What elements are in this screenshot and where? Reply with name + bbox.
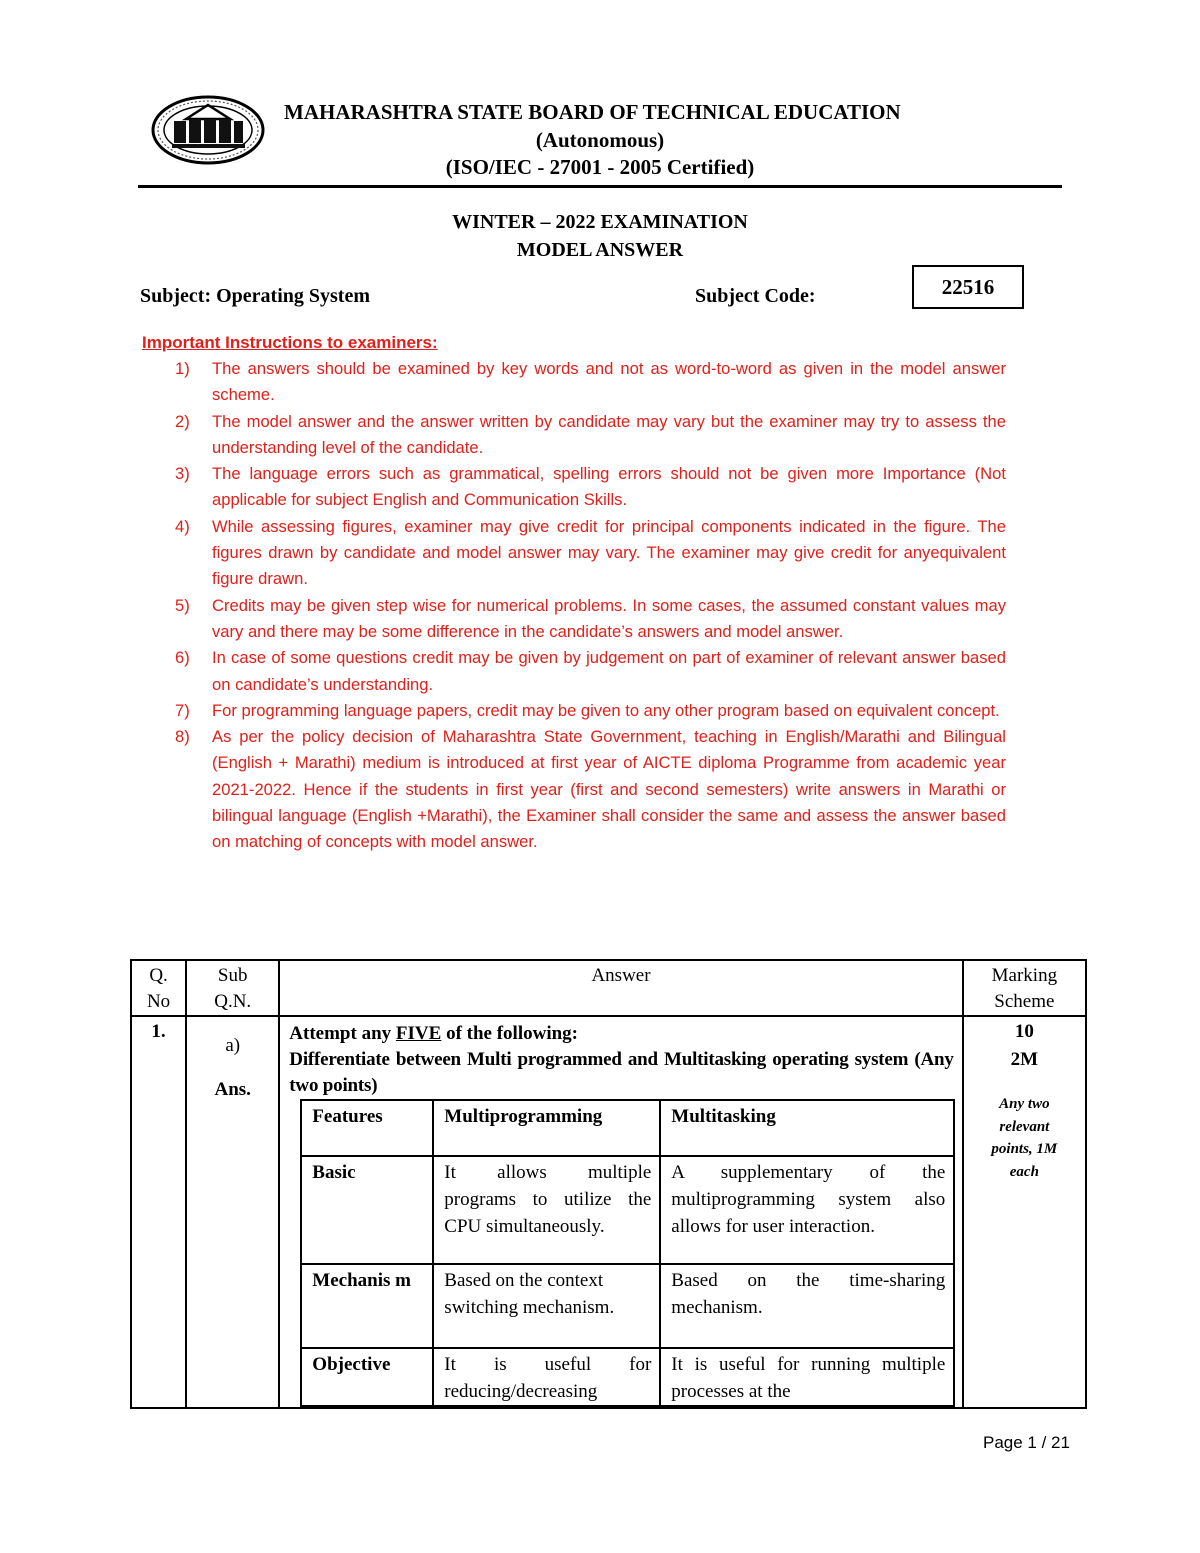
exam-type: MODEL ANSWER (516, 239, 684, 261)
comparison-table (300, 1099, 955, 1407)
multiprogramming-cell: It allows multiple programs to utilize the CPU simultaneously. (433, 1156, 660, 1264)
feature-label: Objective (301, 1348, 433, 1406)
instruction-number: 3) (175, 464, 190, 484)
instruction-item (142, 514, 1006, 593)
q-no-cell (131, 1016, 186, 1408)
instruction-text: Credits may be given step wise for numerical problems. In some cases, the assumed constant values may vary and there may be some difference in the candidate’s answers and model answer. (212, 595, 1006, 641)
instruction-text: The language errors such as grammatical, spelling errors should not be given more Importance (Not applicable for subject English and Communication Skills. (212, 464, 1006, 510)
instruction-number: 8) (175, 727, 190, 747)
board-title: MAHARASHTRA STATE BOARD OF TECHNICAL EDUCATION (284, 100, 901, 124)
instruction-number: 6) (175, 648, 190, 668)
question-marks: 2M (1010, 1049, 1039, 1070)
col-header-sub-qn: Sub Q.N. (186, 960, 279, 1016)
answer-table-header (131, 960, 1086, 1016)
instructions-heading: Important Instructions to examiners: (142, 333, 438, 352)
exam-name: WINTER – 2022 EXAMINATION (452, 211, 748, 233)
col-header-answer: Answer (279, 960, 962, 1016)
instruction-text: As per the policy decision of Maharashtra State Government, teaching in English/Marathi and Bilingual (English + Marathi) medium is introduced at first year of AICTE diploma Programme from academic year 2021-2022. Hence if the students in first year (first and second semesters) write answers in Marathi or bilingual language (English +Marathi), the Examiner shall consider the same and assess the answer based on matching of concepts with model answer. (212, 727, 1006, 852)
question-number: 1. (151, 1021, 166, 1042)
marking-cell (963, 1016, 1086, 1408)
instruction-text: The model answer and the answer written by candidate may vary but the examiner may try to assess the understanding level of the candidate. (212, 411, 1006, 457)
multitasking-cell: Based on the time-sharing mechanism. (660, 1264, 954, 1348)
instruction-text: The answers should be examined by key words and not as word-to-word as given in the model answer scheme. (212, 359, 1006, 405)
multitasking-cell: It is useful for running multiple processes at the (660, 1348, 954, 1406)
table-row (301, 1264, 954, 1348)
comparison-header-features: Features (301, 1100, 433, 1156)
feature-label: Mechanis m (301, 1264, 433, 1348)
feature-label: Basic (301, 1156, 433, 1264)
col-header-marking: Marking Scheme (963, 960, 1086, 1016)
total-marks: 10 (1014, 1021, 1034, 1042)
instruction-number: 2) (175, 411, 190, 431)
instruction-item (142, 409, 1006, 462)
instruction-item (142, 593, 1006, 646)
subject-code-box: 22516 (912, 265, 1024, 309)
subject-code-label: Subject Code: (695, 285, 816, 307)
table-row (301, 1348, 954, 1406)
instruction-item (142, 698, 1006, 724)
instruction-number: 4) (175, 516, 190, 536)
instruction-item (142, 724, 1006, 855)
answer-label: Ans. (214, 1079, 251, 1100)
multiprogramming-cell: Based on the context switching mechanism. (433, 1264, 660, 1348)
instruction-item (142, 356, 1006, 409)
instruction-number: 5) (175, 595, 190, 615)
instruction-text: For programming language papers, credit may be given to any other program based on equivalent concept. (212, 700, 1000, 720)
sub-question-label: a) (225, 1035, 241, 1056)
board-certification: (ISO/IEC - 27001 - 2005 Certified) (445, 155, 755, 179)
instruction-text: While assessing figures, examiner may give credit for principal components indicated in the figure. The figures drawn by candidate and model answer may vary. The examiner may give credit for anyequivalent figure drawn. (212, 516, 1006, 589)
answer-table (130, 959, 1087, 1409)
instruction-item (142, 645, 1006, 698)
board-autonomous: (Autonomous) (535, 128, 665, 152)
header-divider (138, 185, 1062, 188)
page-number: Page 1 / 21 (983, 1433, 1070, 1452)
col-header-q-no: Q. No (131, 960, 186, 1016)
question-text: Differentiate between Multi programmed and Multitasking operating system (Any two points) (289, 1049, 954, 1096)
sub-q-cell (186, 1016, 279, 1408)
answer-cell (279, 1016, 962, 1408)
comparison-header-multitasking: Multitasking (660, 1100, 954, 1156)
instruction-number: 7) (175, 700, 190, 720)
instruction-item (142, 461, 1006, 514)
table-row (301, 1156, 954, 1264)
comparison-header (301, 1100, 954, 1156)
attempt-instruction: Attempt any FIVE of the following: (289, 1023, 578, 1044)
instruction-number: 1) (175, 359, 190, 378)
instructions-list (142, 356, 1006, 856)
multiprogramming-cell: It is useful for reducing/decreasing (433, 1348, 660, 1406)
comparison-header-multiprogramming: Multiprogramming (433, 1100, 660, 1156)
marking-note: Any two relevant points, 1M each (991, 1096, 1058, 1180)
instruction-text: In case of some questions credit may be given by judgement on part of examiner of relevant answer based on candidate’s understanding. (212, 648, 1006, 694)
multitasking-cell: A supplementary of the multiprogramming system also allows for user interaction. (660, 1156, 954, 1264)
table-row (131, 1016, 1086, 1408)
subject-label: Subject: Operating System (140, 285, 370, 307)
